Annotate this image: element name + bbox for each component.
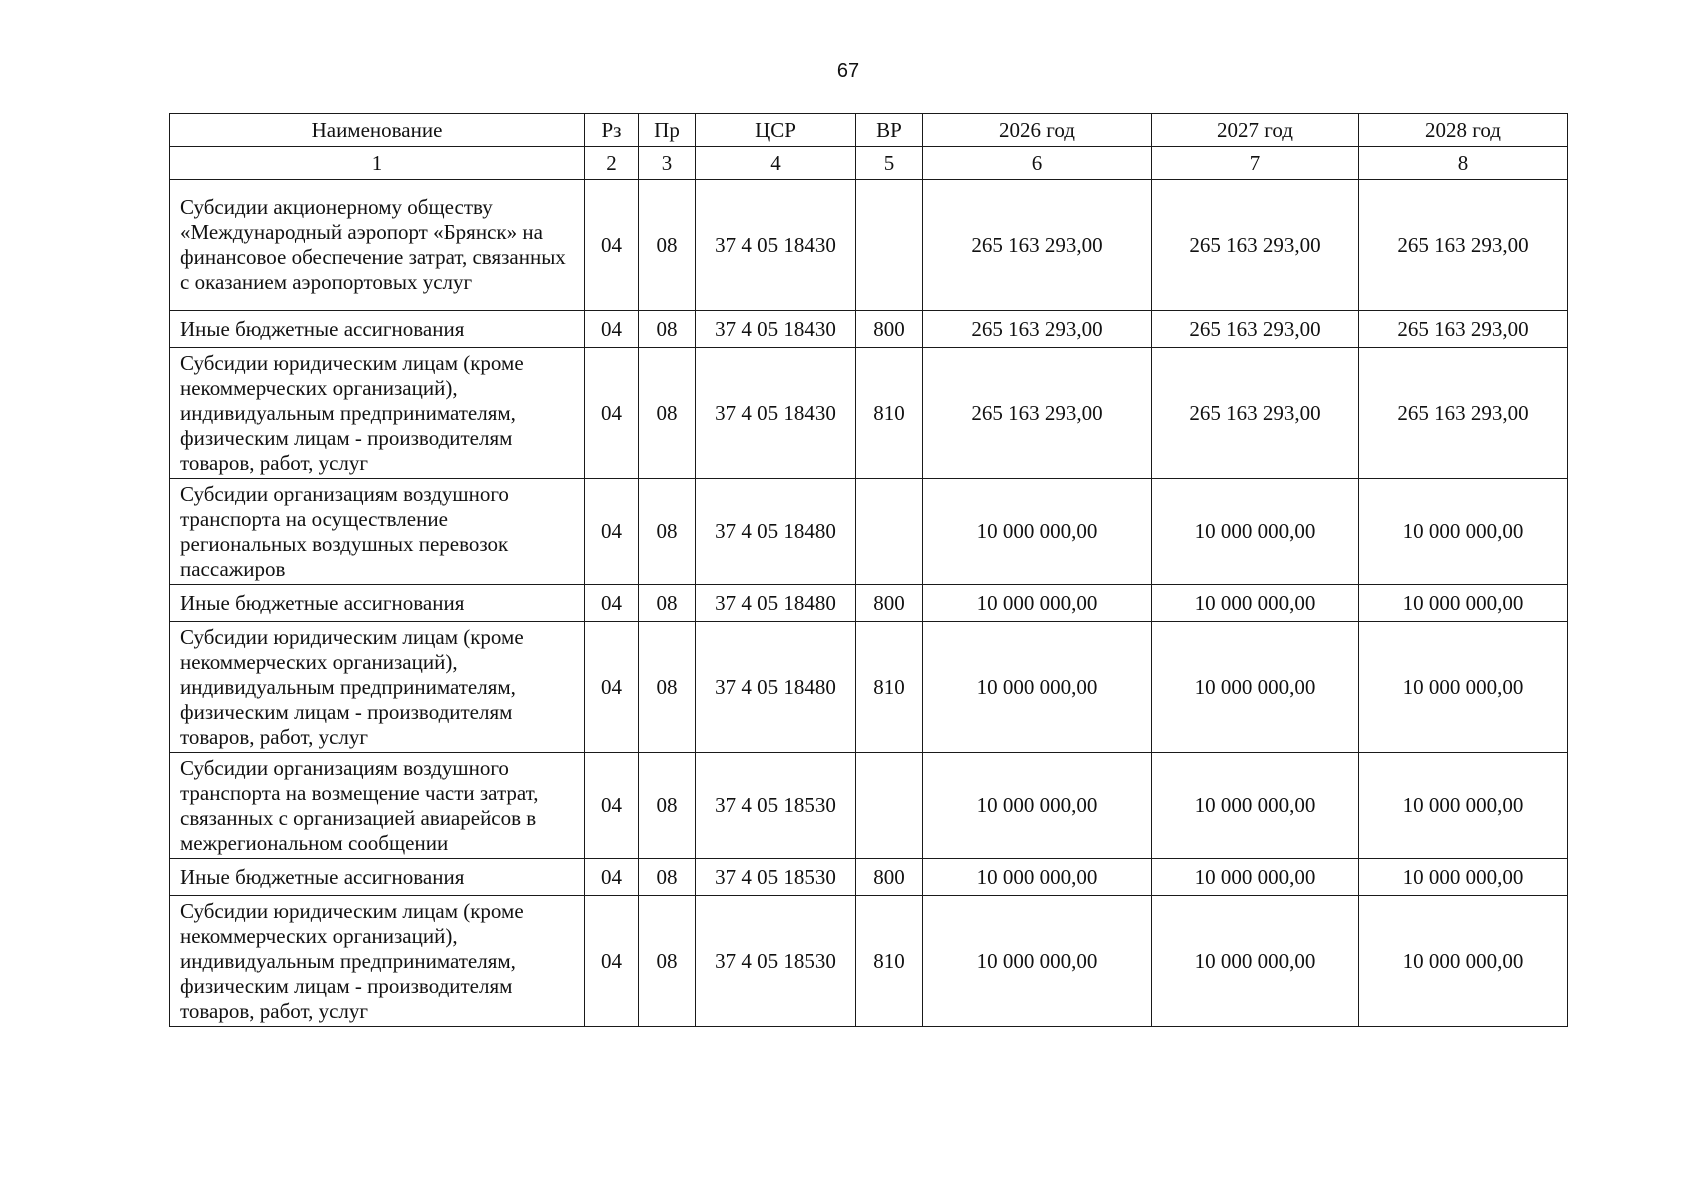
row-amount-2028: 10 000 000,00	[1359, 479, 1568, 585]
row-amount-2026: 10 000 000,00	[923, 753, 1152, 859]
row-csr: 37 4 05 18530	[696, 859, 856, 896]
row-name: Субсидии юридическим лицам (кроме некоммерческих организаций), индивидуальным предпринимателям, физическим лицам - производителям товаров, работ, услуг	[170, 622, 585, 753]
table-row	[170, 311, 1568, 348]
table-row	[170, 622, 1568, 753]
header-pr: Пр	[639, 114, 696, 147]
row-amount-2027: 10 000 000,00	[1152, 479, 1359, 585]
row-rz: 04	[585, 859, 639, 896]
row-pr: 08	[639, 311, 696, 348]
header-rz: Рз	[585, 114, 639, 147]
row-amount-2027: 265 163 293,00	[1152, 180, 1359, 311]
row-amount-2028: 10 000 000,00	[1359, 753, 1568, 859]
row-rz: 04	[585, 896, 639, 1027]
row-vr: 800	[856, 585, 923, 622]
row-amount-2028: 265 163 293,00	[1359, 348, 1568, 479]
table-row	[170, 348, 1568, 479]
row-pr: 08	[639, 896, 696, 1027]
row-name: Иные бюджетные ассигнования	[170, 311, 585, 348]
row-name: Иные бюджетные ассигнования	[170, 585, 585, 622]
column-number: 4	[696, 147, 856, 180]
row-vr	[856, 753, 923, 859]
column-number: 5	[856, 147, 923, 180]
table-row	[170, 585, 1568, 622]
row-name: Субсидии организациям воздушного транспорта на осуществление региональных воздушных перевозок пассажиров	[170, 479, 585, 585]
row-pr: 08	[639, 859, 696, 896]
row-amount-2026: 265 163 293,00	[923, 348, 1152, 479]
row-amount-2027: 265 163 293,00	[1152, 311, 1359, 348]
row-name: Субсидии юридическим лицам (кроме некоммерческих организаций), индивидуальным предпринимателям, физическим лицам - производителям товаров, работ, услуг	[170, 348, 585, 479]
header-2028: 2028 год	[1359, 114, 1568, 147]
page-number: 67	[836, 60, 860, 82]
row-csr: 37 4 05 18430	[696, 180, 856, 311]
row-amount-2027: 10 000 000,00	[1152, 859, 1359, 896]
column-number: 2	[585, 147, 639, 180]
row-pr: 08	[639, 348, 696, 479]
header-row	[170, 114, 1568, 147]
row-vr	[856, 479, 923, 585]
row-rz: 04	[585, 585, 639, 622]
row-csr: 37 4 05 18430	[696, 311, 856, 348]
row-csr: 37 4 05 18480	[696, 479, 856, 585]
header-vr: ВР	[856, 114, 923, 147]
row-vr: 800	[856, 859, 923, 896]
column-number: 1	[170, 147, 585, 180]
row-csr: 37 4 05 18530	[696, 896, 856, 1027]
column-number: 6	[923, 147, 1152, 180]
row-vr: 800	[856, 311, 923, 348]
row-csr: 37 4 05 18480	[696, 622, 856, 753]
row-name: Субсидии юридическим лицам (кроме некоммерческих организаций), индивидуальным предпринимателям, физическим лицам - производителям товаров, работ, услуг	[170, 896, 585, 1027]
table-row	[170, 753, 1568, 859]
row-rz: 04	[585, 622, 639, 753]
row-amount-2026: 265 163 293,00	[923, 311, 1152, 348]
row-amount-2028: 10 000 000,00	[1359, 859, 1568, 896]
row-amount-2026: 10 000 000,00	[923, 896, 1152, 1027]
table-row	[170, 180, 1568, 311]
row-pr: 08	[639, 622, 696, 753]
row-rz: 04	[585, 479, 639, 585]
row-amount-2026: 265 163 293,00	[923, 180, 1152, 311]
header-2027: 2027 год	[1152, 114, 1359, 147]
row-vr	[856, 180, 923, 311]
column-number-row	[170, 147, 1568, 180]
row-amount-2027: 10 000 000,00	[1152, 753, 1359, 859]
row-amount-2026: 10 000 000,00	[923, 585, 1152, 622]
row-name: Субсидии акционерному обществу «Международный аэропорт «Брянск» на финансовое обеспечение затрат, связанных с оказанием аэропортовых услуг	[170, 180, 585, 311]
row-pr: 08	[639, 585, 696, 622]
row-amount-2027: 265 163 293,00	[1152, 348, 1359, 479]
header-name: Наименование	[170, 114, 585, 147]
row-csr: 37 4 05 18430	[696, 348, 856, 479]
table-row	[170, 859, 1568, 896]
row-name: Субсидии организациям воздушного транспорта на возмещение части затрат, связанных с организацией авиарейсов в межрегиональном сообщении	[170, 753, 585, 859]
row-csr: 37 4 05 18480	[696, 585, 856, 622]
row-rz: 04	[585, 180, 639, 311]
row-vr: 810	[856, 896, 923, 1027]
row-pr: 08	[639, 180, 696, 311]
row-vr: 810	[856, 348, 923, 479]
row-csr: 37 4 05 18530	[696, 753, 856, 859]
row-vr: 810	[856, 622, 923, 753]
column-number: 8	[1359, 147, 1568, 180]
row-amount-2026: 10 000 000,00	[923, 622, 1152, 753]
row-amount-2028: 10 000 000,00	[1359, 585, 1568, 622]
row-amount-2026: 10 000 000,00	[923, 859, 1152, 896]
header-csr: ЦСР	[696, 114, 856, 147]
column-number: 3	[639, 147, 696, 180]
row-amount-2027: 10 000 000,00	[1152, 585, 1359, 622]
row-amount-2028: 265 163 293,00	[1359, 180, 1568, 311]
row-amount-2028: 265 163 293,00	[1359, 311, 1568, 348]
table-row	[170, 479, 1568, 585]
row-pr: 08	[639, 479, 696, 585]
row-rz: 04	[585, 753, 639, 859]
row-amount-2027: 10 000 000,00	[1152, 622, 1359, 753]
row-rz: 04	[585, 348, 639, 479]
row-rz: 04	[585, 311, 639, 348]
row-amount-2026: 10 000 000,00	[923, 479, 1152, 585]
budget-table	[169, 113, 1568, 1027]
row-name: Иные бюджетные ассигнования	[170, 859, 585, 896]
header-2026: 2026 год	[923, 114, 1152, 147]
column-number: 7	[1152, 147, 1359, 180]
row-amount-2028: 10 000 000,00	[1359, 622, 1568, 753]
table-row	[170, 896, 1568, 1027]
row-pr: 08	[639, 753, 696, 859]
row-amount-2028: 10 000 000,00	[1359, 896, 1568, 1027]
row-amount-2027: 10 000 000,00	[1152, 896, 1359, 1027]
